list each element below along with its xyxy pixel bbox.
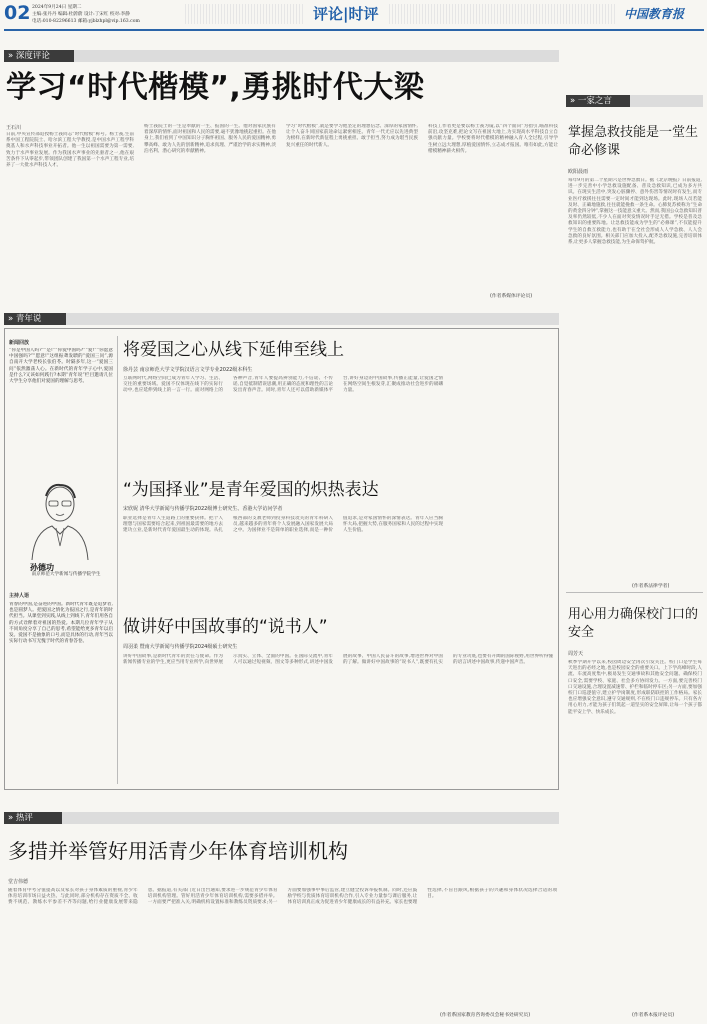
- host-portrait: [20, 476, 100, 560]
- lead-tag-bar: [4, 50, 559, 62]
- lead-credit: (作者系媒体评论员): [490, 294, 533, 299]
- masthead-contact: 电话:010-82296613 邮箱:yjblzhpl@vip.163.com: [32, 19, 140, 24]
- double-chevron-icon: »: [8, 314, 14, 324]
- youth-article-2-byline: 宋欣妮 清华大学新闻与传播学院2022级博士研究生、香港大学访问学者: [123, 506, 283, 512]
- section-label: 评论: [313, 5, 344, 23]
- masthead-date: 2024年9月24日 星期二: [32, 5, 82, 10]
- right-article-1-credit: (作者系法律学者): [632, 584, 670, 589]
- right-article-2-credit: (作者系本报评论员): [632, 1013, 675, 1018]
- right-article-1-body: 每年9月的第二个星期六是世界急救日。据《北京晚报》日前报道,进一步完善中小学急救设施配备、普及急救知识,已成为多方共识。在现实生活中,突发心脏骤停、意外伤害等情况时有发生,而专业医疗救援往往需要一定时间才能到达现场。此时,现场人员若能及时、正确地施救,往往就能挽救一条生命。心肺复苏被称为“生命的黄金四分钟”,掌握这一技能意义重大。然而,我国公众急救知识普及率仍然较低,不少人在面对突发情况时手足无措。学校是普及急救知识的重要阵地。让急救技能成为学生的“必修课”,不仅能提升学生的自救互救能力,也有助于在全社会形成人人学急救、人人会急救的良好氛围。相关部门应加大投入,配齐急救设施,完善培训体系,让更多人掌握急救技能,为生命保驾护航。: [568, 178, 702, 246]
- masthead-editors: 主编:张丹丹 编辑:杜蔚蔚 设计:丁宋红 校对:李静: [32, 12, 130, 17]
- right-article-2-byline: 周芳天: [568, 651, 584, 657]
- youth-article-2-body: 职业选择是青年人生道路上的重要抉择。把个人理想与国家需要结合起来,到祖国最需要的地方去建功立业,是新时代青年爱国最生动的体现。从扎根西部的支教老师到投身科技攻关的青年科研人员,越来越多的青年将个人发展融入国家发展大局之中。为国择业不是简单的职业选择,而是一种价值追求,是对家国情怀的深情表达。青年人应当胸怀大局,把握大势,在服务国家和人民的过程中实现人生价值。: [123, 516, 443, 534]
- youth-intro-body: “你是中国人吗?”“是!”“你爱中国吗?”“爱!”“你愿意中国强吗?”“愿意!”这组振聋发聩的“爱国三问”,源自南开大学老校长张伯苓。时隔多年,这一“爱国三问”依然激荡人心。在新时代的青年学子心中,爱国是什么?又该如何践行?本期“青年说”栏目邀请几位大学生分享他们对爱国的理解与思考。: [9, 348, 113, 385]
- youth-intro-title: 新闻回放: [9, 340, 30, 346]
- paper-logo: 中国教育报: [624, 7, 685, 21]
- youth-article-1-body: 互联网时代,网络空间已成为青年人学习、生活、交往的重要场域。爱国不仅体现在线下的实际行动中,也应延伸到线上的一言一行。面对网络上的各种声音,青年人要提高辨别能力,不信谣、不传谣,自觉抵制错误思潮,用正确的态度和理性的言论发出青春声音。同时,青年人还可以借助新媒体平台,讲好身边的中国故事,传播正能量,让爱国之情在网络空间生根发芽,汇聚成推动社会进步的磅礴力量。: [123, 376, 443, 394]
- hot-body: 随着体育中考分值提高以及家长对孩子身体素质的重视,青少年体育培训市场日益火热。与此同时,部分机构存在资质不全、收费不规范、教练水平参差不齐等问题,给行业健康发展带来隐患。据报道,有关部门近日出台通知,要求进一步规范青少年体育培训机构管理。管好用活青少年体育培训机构,需要多措并举。一方面要严把准入关,明确机构设置标准和教练员资质要求;另一方面要加强事中事后监管,建立健全投诉举报机制。同时,还应鼓励学校与优质体育培训机构合作,引入专业力量参与课后服务,让体育培训真正成为促进青少年健康成长的有益补充。家长也要理性选择,不盲目跟风,根据孩子的兴趣和身体状况选择合适的项目。: [8, 888, 557, 906]
- lead-tag: » 深度评论: [4, 50, 74, 62]
- double-chevron-icon: »: [8, 813, 14, 823]
- hot-credit: (作者系国家教育咨询委员会秘书处研究员): [440, 1013, 531, 1018]
- youth-article-3-headline: 做讲好中国故事的“说书人”: [123, 617, 328, 637]
- lead-byline: 王石川: [6, 125, 22, 131]
- youth-article-3-body: 讲好中国故事,是新时代青年的责任与使命。作为新闻传播专业的学生,更应当用专业所学,向世界展示真实、立体、全面的中国。在国际交流中,青年人可以通过短视频、图文等多种形式,讲述中国发展的故事、中国人民奋斗的故事,增进世界对中国的了解。做讲好中国故事的“说书人”,既要有扎实的专业功底,也要有开阔的国际视野,用世界听得懂的语言讲述中国故事,传递中国声音。: [123, 654, 553, 666]
- section-bar: [185, 4, 615, 24]
- hot-byline: 堂吉伟德: [8, 879, 29, 885]
- youth-article-1-headline: 将爱国之心从线下延伸至线上: [123, 340, 344, 360]
- section-divider: |: [343, 5, 349, 23]
- masthead-rule: [4, 29, 704, 31]
- section-title: [305, 4, 387, 24]
- youth-tag: » 青年说: [4, 313, 66, 325]
- youth-article-3-byline: 周羽柔 暨南大学新闻与传播学院2024级硕士研究生: [123, 644, 238, 650]
- lead-col-4: 科技工作者更是要以杨士莪为镜,以“四个面向”为指引,瞄准科技前沿,攻坚克难,把论文写在祖国大地上,为实现高水平科技自立自强贡献力量。学校要将时代楷模的精神融入育人全过程,引导学生树立远大理想,厚植爱国情怀,立志成才报国。唯有如此,方能让楷模精神薪火相传。: [428, 124, 558, 154]
- masthead: [0, 0, 707, 33]
- host-name: 孙德功: [30, 563, 54, 572]
- subsection-label: 时评: [348, 5, 379, 23]
- lead-col-3: 学习“时代楷模”,就是要学习他坚定的理想信念、深厚的家国情怀,让个人奋斗同国家前途命运紧密相连。青年一代尤应以先进典型为榜样,在新时代新征程上勇挑重担、敢于担当,努力成为堪当民族复兴重任的时代新人。: [286, 124, 418, 148]
- lead-col-2: 杨士莪院士的一生是奉献的一生、报国的一生。他对国家民族有着深厚的情怀,面对祖国和人民的需要,毫不犹豫地挑起重担。在他身上,我们看到了中国知识分子胸怀祖国、服务人民的爱国精神,勇攀高峰、敢为人先的创新精神,追求真理、严谨治学的求实精神,淡泊名利、潜心研究的奉献精神。: [144, 124, 276, 154]
- host-title: 南京师范大学新闻与传播学院学生: [31, 572, 101, 577]
- page-number: 02: [4, 2, 31, 24]
- right-article-1-headline: 掌握急救技能是一堂生命必修课: [568, 125, 699, 158]
- double-chevron-icon: »: [8, 51, 14, 61]
- youth-article-1-byline: 徐丹芸 南京师范大学文学院汉语言文学专业2022级本科生: [123, 367, 253, 373]
- lead-col-1: 日前,中央宣传部追授杨士莪同志“时代楷模”称号。杨士莪,生前系中国工程院院士、哈尔滨工程大学教授,是中国水声工程学科奠基人和水声科技事业开拓者。他一生以祖国需要为第一需要,致力于水声事业发展。作为我国水声事业的先驱者之一,他在艰苦条件下从零起步,带领团队创建了我国第一个水声工程专业,培养了一大批水声科技人才。: [6, 132, 134, 169]
- right-article-1-byline: 欧阳晨雨: [568, 169, 589, 175]
- right-divider: [566, 592, 703, 593]
- right-article-2-body: 秋季学期开学以来,校园周边安全再次引发关注。校门口是学生每天进出的必经之地,也是校园安全的重要关口。上下学高峰时段,人流、车流高度集中,极易发生交通事故和其他安全问题。确保校门口安全,需要学校、家庭、社会多方协同发力。一方面,要完善校门口交通设施,合理设置减速带、护栏和临时停车区;另一方面,要加强校门口巡逻值守,建立护学岗制度,形成联防联控的工作格局。家长也应增强安全意识,遵守交通规则,不在校门口违规停车。只有各方用心用力,才能为孩子们筑起一道坚实的安全屏障,让每一个孩子都能平安上学、快乐成长。: [568, 660, 702, 715]
- hot-tag: » 热评: [4, 812, 62, 824]
- youth-article-2-headline: “为国择业”是青年爱国的炽热表达: [123, 480, 379, 500]
- youth-divider: [117, 336, 118, 784]
- host-body: 青春的中国,是奋进的中国。新时代青年既是追梦者,也是圆梦人。把爱国之情化为报国之行,是青年的时代担当。从课堂到实践,从线上到线下,青年们用各自的方式诠释着对祖国的热爱。本期几位青年学子从不同角度分享了自己的思考,希望能给更多青年以启发。爱国不是抽象的口号,而是具体的行动,青年当以实际行动书写无愧于时代的青春答卷。: [9, 602, 113, 645]
- lead-headline: 学习“时代楷模”,勇挑时代大梁: [6, 70, 425, 105]
- host-section-title: 主持人语: [9, 593, 30, 599]
- right-article-2-headline: 用心用力确保校门口的安全: [568, 607, 699, 640]
- host-portrait-sketch: [20, 476, 100, 560]
- double-chevron-icon: »: [570, 96, 576, 106]
- right-tag: » 一家之言: [566, 95, 630, 107]
- youth-tag-bar: [4, 313, 559, 325]
- hot-tag-bar: [4, 812, 559, 824]
- hot-headline: 多措并举管好用活青少年体育培训机构: [8, 839, 348, 863]
